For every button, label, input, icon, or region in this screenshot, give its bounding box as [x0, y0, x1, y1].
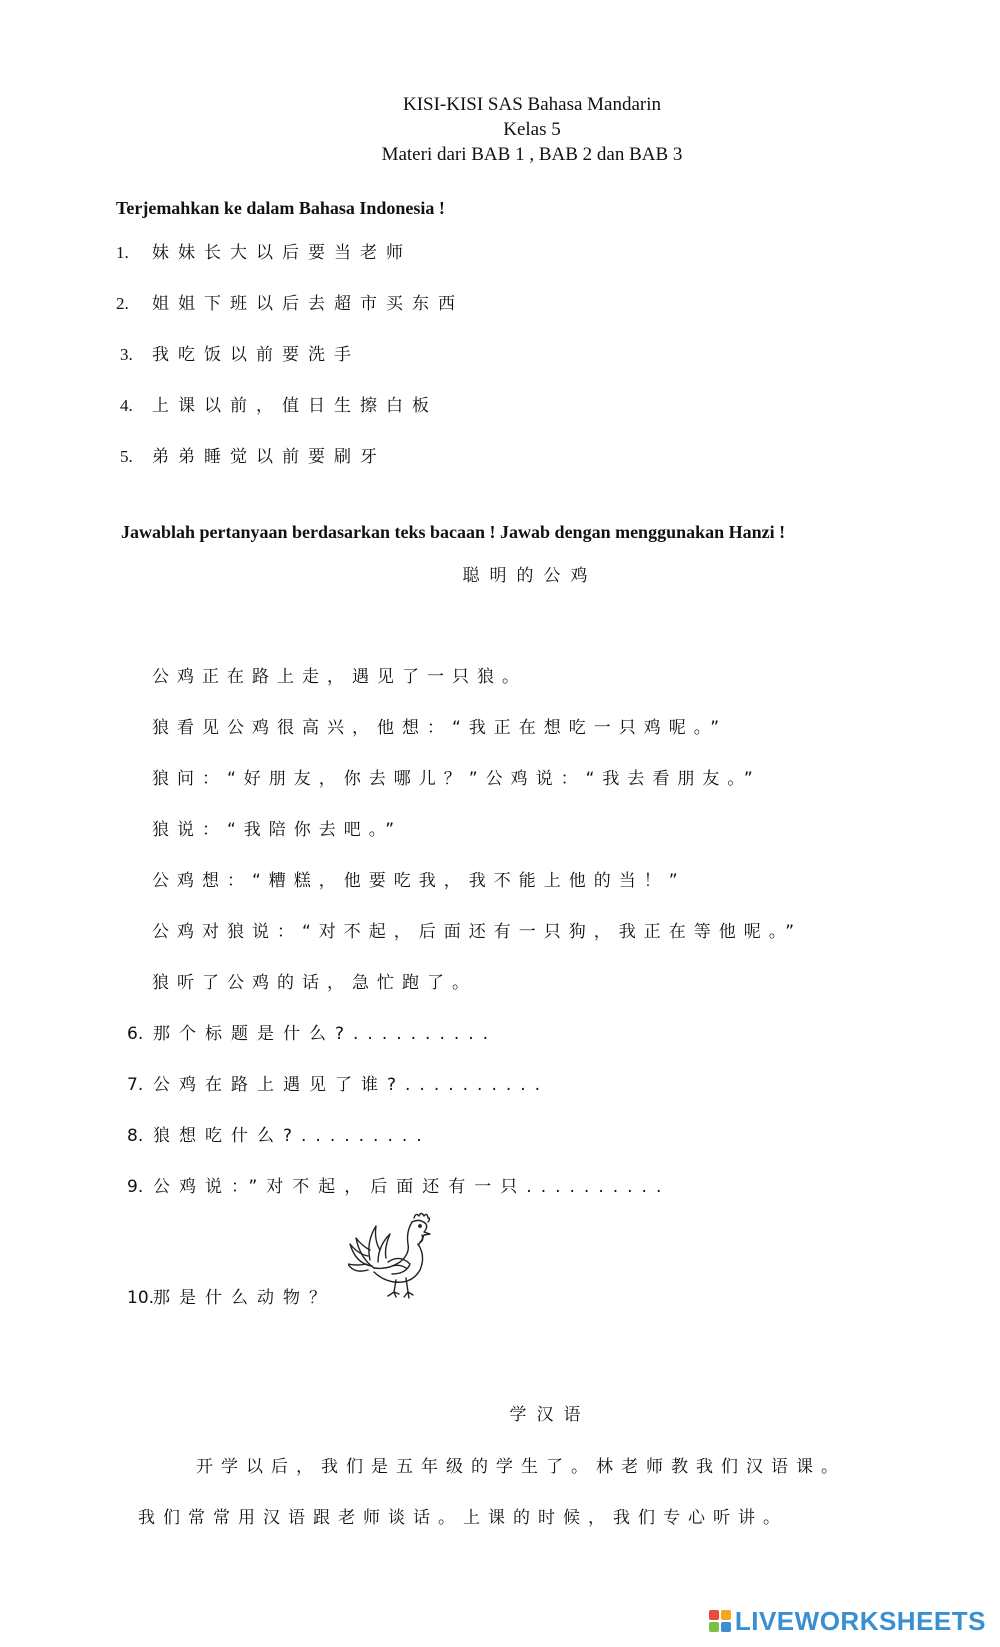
translate-item-3: 3. 我吃饭以前要洗手 [120, 345, 360, 365]
translate-item-5: 5. 弟弟睡觉以前要刷牙 [120, 447, 386, 467]
passage-line-5: 公鸡想：“糟糕，他要吃我，我不能上他的当！” [152, 871, 686, 891]
watermark-text: LIVEWORKSHEETS [734, 1605, 986, 1636]
translate-item-4: 4. 上课以前，值日生擦白板 [120, 396, 438, 416]
translate-item-1: 1. 妹妹长大以后要当老师 [116, 243, 412, 263]
liveworksheets-logo-icon [709, 1610, 731, 1632]
translate-item-2: 2. 姐姐下班以后去超市买东西 [116, 294, 464, 314]
liveworksheets-watermark [709, 1607, 986, 1635]
passage-title: 聪明的公鸡 [462, 566, 598, 586]
header-class: Kelas 5 [503, 119, 561, 140]
header-title: KISI-KISI SAS Bahasa Mandarin [402, 94, 662, 115]
question-8: 8. 狼想吃什么?......... [127, 1126, 431, 1146]
passage-line-4: 狼说：“我陪你去吧。” [152, 820, 403, 840]
passage-line-7: 狼听了公鸡的话，急忙跑了。 [152, 973, 477, 993]
passage-line-1: 公鸡正在路上走，遇见了一只狼。 [152, 667, 527, 687]
question-6: 6. 那个标题是什么?.......... [127, 1024, 498, 1044]
question-10: 10.那是什么动物？ [127, 1288, 335, 1308]
passage-line-2: 狼看见公鸡很高兴，他想：“我正在想吃一只鸡呢。” [152, 718, 728, 738]
section2-instruction: Jawablah pertanyaan berdasarkan teks bacaan ! Jawab dengan menggunakan Hanzi ! [121, 522, 786, 542]
passage-line-3: 狼问：“好朋友，你去哪儿？”公鸡说：“我去看朋友。” [152, 769, 761, 789]
passage-line-6: 公鸡对狼说：“对不起，后面还有一只狗，我正在等他呢。” [152, 922, 803, 942]
document-header [0, 92, 1000, 167]
header-material: Materi dari BAB 1 , BAB 2 dan BAB 3 [381, 144, 683, 165]
question-9: 9. 公鸡说：”对不起，后面还有一只.......... [127, 1177, 671, 1197]
rooster-illustration [348, 1208, 438, 1300]
section3-title: 学汉语 [509, 1405, 591, 1425]
question-7: 7. 公鸡在路上遇见了谁?.......... [127, 1075, 550, 1095]
section1-instruction: Terjemahkan ke dalam Bahasa Indonesia ! [116, 198, 445, 218]
section3-line-1: 开学以后，我们是五年级的学生了。林老师教我们汉语课。 [196, 1457, 846, 1477]
section3-line-2: 我们常常用汉语跟老师谈话。上课的时候，我们专心听讲。 [138, 1508, 788, 1528]
